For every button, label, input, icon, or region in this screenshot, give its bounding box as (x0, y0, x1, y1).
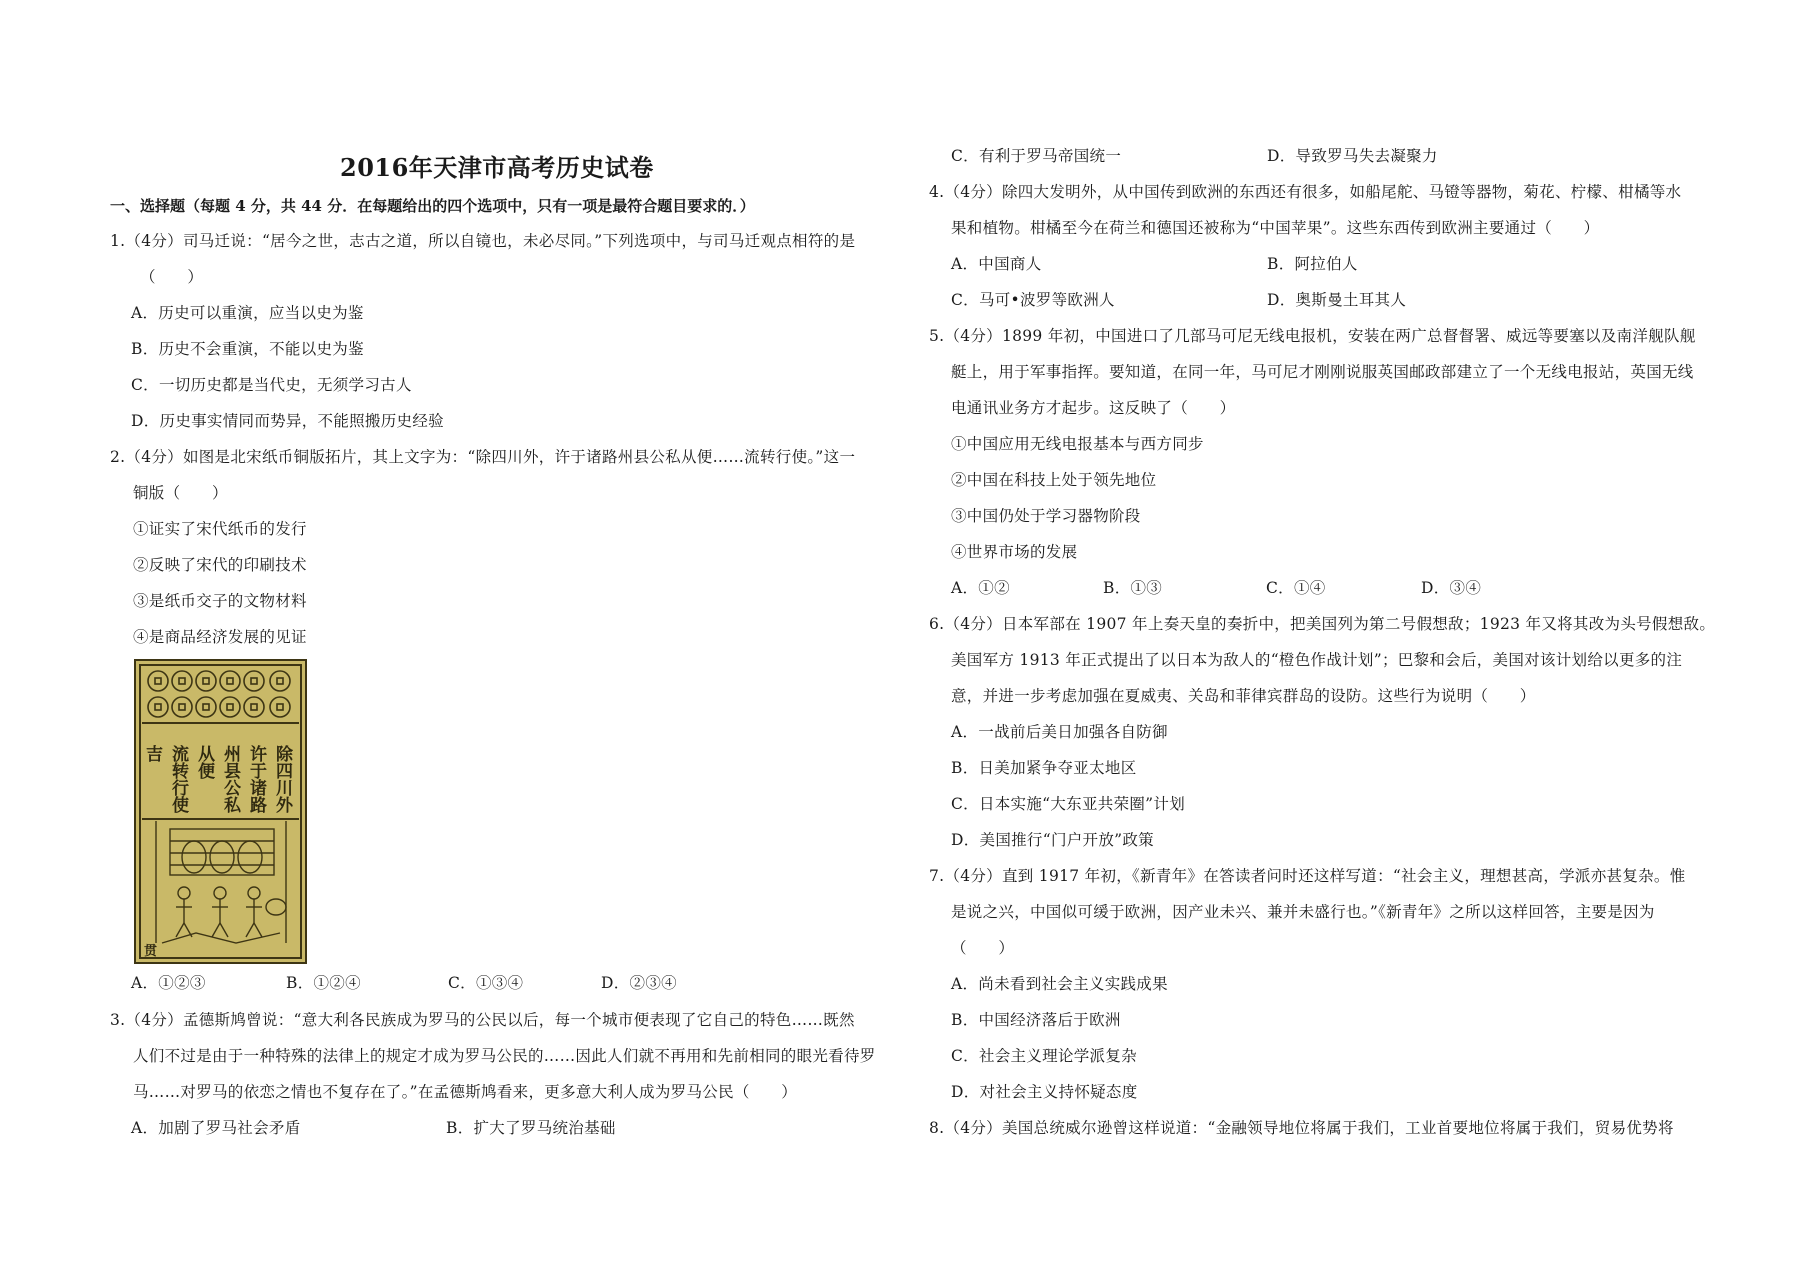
q2-item-2: ②反映了宋代的印刷技术 (133, 556, 307, 574)
exam-title: 2016年天津市高考历史试卷 (340, 153, 654, 182)
song-banknote-plate-image (134, 659, 307, 964)
inscription-col-5: 流转行使 (168, 745, 188, 813)
inscription-col-4: 从便 (194, 745, 214, 779)
inscription-corner-mark: 贯 (144, 944, 158, 959)
q2-option-d: D．②③④ (601, 974, 677, 992)
q2-option-a: A．①②③ (131, 974, 206, 992)
q2-option-c: C．①③④ (448, 974, 524, 992)
q3-stem-line1: 3.（4分）孟德斯鸠曾说：“意大利各民族成为罗马的公民以后，每一个城市便表现了它自己的特色……既然 (110, 1011, 855, 1029)
q1-stem-line2: （ ） (140, 268, 204, 286)
q2-stem-line2: 铜版（ ） (133, 484, 228, 502)
q3-option-a: A．加剧了罗马社会矛盾 (131, 1119, 301, 1137)
inscription-col-6: 吉 (142, 745, 162, 762)
q7-stem-line2: 是说之兴，中国似可缓于欧洲，因产业未兴、兼并未盛行也。”《新青年》之所以这样回答，主要是因为 (951, 903, 1655, 921)
q1-option-b: B．历史不会重演，不能以史为鉴 (131, 340, 364, 358)
inscription-col-2: 许于诸路 (246, 745, 266, 813)
q8-stem-line1: 8.（4分）美国总统威尔逊曾这样说道：“金融领导地位将属于我们，工业首要地位将属于我们，贸易优势将 (929, 1119, 1674, 1137)
q6-option-a: A．一战前后美日加强各自防御 (951, 723, 1168, 741)
q6-stem-line2: 美国军方 1913 年正式提出了以日本为敌人的“橙色作战计划”；巴黎和会后，美国对该计划给以更多的注 (951, 651, 1683, 669)
q5-stem-line3: 电通讯业务方才起步。这反映了（ ） (951, 399, 1236, 417)
q5-item-2: ②中国在科技上处于领先地位 (951, 471, 1157, 489)
q6-option-b: B．日美加紧争夺亚太地区 (951, 759, 1137, 777)
q4-stem-line2: 果和植物。柑橘至今在荷兰和德国还被称为“中国苹果”。这些东西传到欧洲主要通过（ ） (951, 219, 1600, 237)
q5-item-3: ③中国仍处于学习器物阶段 (951, 507, 1141, 525)
q3-option-b: B．扩大了罗马统治基础 (446, 1119, 616, 1137)
q2-stem-line1: 2.（4分）如图是北宋纸币铜版拓片，其上文字为：“除四川外，许于诸路州县公私从便……流转行使。”这一 (110, 448, 856, 466)
inscription-col-3: 州县公私 (220, 745, 240, 813)
q6-option-d: D．美国推行“门户开放”政策 (951, 831, 1154, 849)
q4-option-a: A．中国商人 (951, 255, 1042, 273)
q5-option-d: D．③④ (1421, 579, 1482, 597)
q5-option-a: A．①② (951, 579, 1010, 597)
q7-option-d: D．对社会主义持怀疑态度 (951, 1083, 1138, 1101)
q1-option-d: D．历史事实情同而势异，不能照搬历史经验 (131, 412, 444, 430)
inscription-col-1: 除四川外 (272, 745, 292, 813)
q4-option-d: D．奥斯曼土耳其人 (1267, 291, 1407, 309)
q6-stem-line1: 6.（4分）日本军部在 1907 年上奏天皇的奏折中，把美国列为第二号假想敌；1923 年又将其改为头号假想敌。 (929, 615, 1716, 633)
q1-option-a: A．历史可以重演，应当以史为鉴 (131, 304, 364, 322)
q1-stem-line1: 1.（4分）司马迁说：“居今之世，志古之道，所以自镜也，未必尽同。”下列选项中，与司马迁观点相符的是 (110, 232, 856, 250)
banknote-rubbing-drawing (136, 661, 305, 962)
q4-option-c: C．马可•波罗等欧洲人 (951, 291, 1115, 309)
q7-stem-line3: （ ） (951, 939, 1015, 957)
q6-stem-line3: 意，并进一步考虑加强在夏威夷、关岛和菲律宾群岛的设防。这些行为说明（ ） (951, 687, 1536, 705)
q3-option-c: C．有利于罗马帝国统一 (951, 147, 1122, 165)
q2-item-1: ①证实了宋代纸币的发行 (133, 520, 307, 538)
q7-option-c: C．社会主义理论学派复杂 (951, 1047, 1137, 1065)
q5-option-c: C．①④ (1266, 579, 1326, 597)
q2-item-3: ③是纸币交子的文物材料 (133, 592, 307, 610)
q7-option-a: A．尚未看到社会主义实践成果 (951, 975, 1168, 993)
q5-option-b: B．①③ (1103, 579, 1163, 597)
q7-option-b: B．中国经济落后于欧洲 (951, 1011, 1121, 1029)
q3-stem-line2: 人们不过是由于一种特殊的法律上的规定才成为罗马公民的……因此人们就不再用和先前相同的眼光看待罗 (133, 1047, 876, 1065)
q3-option-d: D．导致罗马失去凝聚力 (1267, 147, 1438, 165)
q3-stem-line3: 马……对罗马的依恋之情也不复存在了。”在孟德斯鸠看来，更多意大利人成为罗马公民（ ） (133, 1083, 798, 1101)
q2-item-4: ④是商品经济发展的见证 (133, 628, 307, 646)
q1-option-c: C．一切历史都是当代史，无须学习古人 (131, 376, 412, 394)
q5-item-4: ④世界市场的发展 (951, 543, 1078, 561)
q5-stem-line1: 5.（4分）1899 年初，中国进口了几部马可尼无线电报机，安装在两广总督督署、威远等要塞以及南洋舰队舰 (929, 327, 1696, 345)
q6-option-c: C．日本实施“大东亚共荣圈”计划 (951, 795, 1186, 813)
section-header: 一、选择题（每题 4 分，共 44 分．在每题给出的四个选项中，只有一项是最符合题目要求的．） (110, 197, 755, 215)
q7-stem-line1: 7.（4分）直到 1917 年初，《新青年》在答读者问时还这样写道：“社会主义，理想甚高，学派亦甚复杂。惟 (929, 867, 1686, 885)
q5-stem-line2: 艇上，用于军事指挥。要知道，在同一年，马可尼才刚刚说服英国邮政部建立了一个无线电报站，英国无线 (951, 363, 1694, 381)
q4-stem-line1: 4.（4分）除四大发明外，从中国传到欧洲的东西还有很多，如船尾舵、马镫等器物，菊花、柠檬、柑橘等水 (929, 183, 1682, 201)
q4-option-b: B．阿拉伯人 (1267, 255, 1358, 273)
q5-item-1: ①中国应用无线电报基本与西方同步 (951, 435, 1204, 453)
q2-option-b: B．①②④ (286, 974, 361, 992)
